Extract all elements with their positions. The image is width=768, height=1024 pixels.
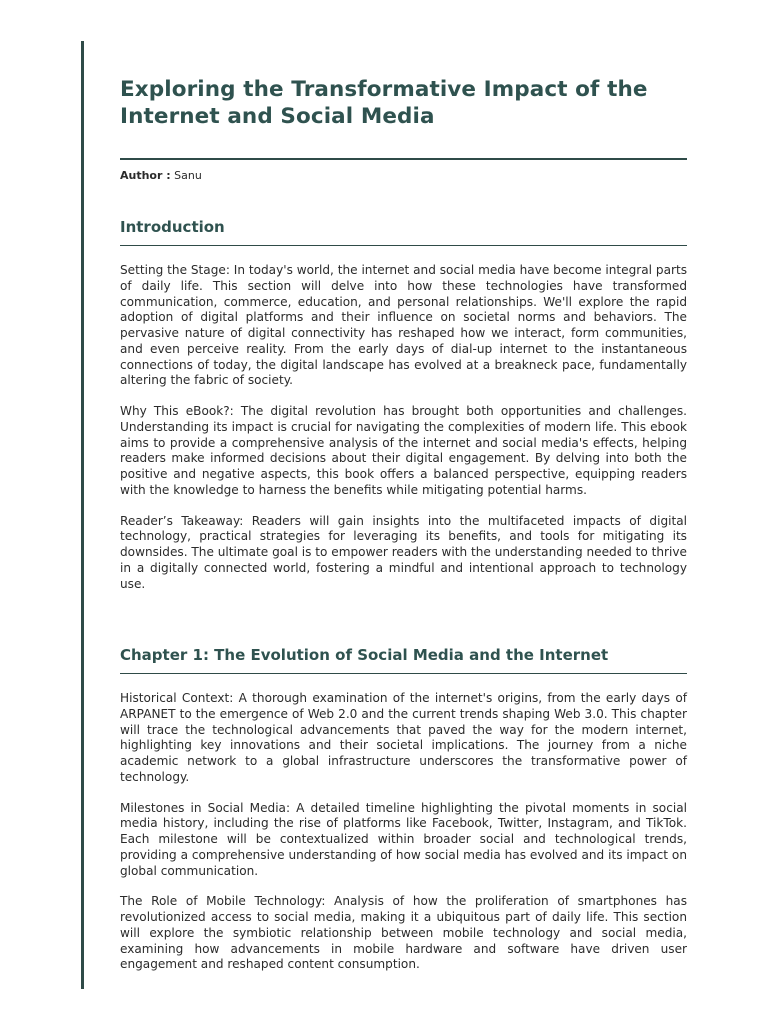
author-line [120,168,202,184]
section-heading: Chapter 1: The Evolution of Social Media and the Internet [120,646,609,664]
paragraph: Setting the Stage: In today's world, the internet and social media have become integral parts of daily life. This section will delve into how these technologies have transformed communication, commerce, education, and personal relationships. We'll explore the rapid adoption of digital platforms and their influence on societal norms and behaviors. The pervasive nature of digital connectivity has reshaped how we interact, form communities, and even perceive reality. From the early days of dial-up internet to the instantaneous connections of today, the digital landscape has evolved at a breakneck pace, fundamentally altering the fabric of society. [120,263,687,388]
section-introduction [120,217,687,592]
section-heading-divider [120,245,687,246]
section-heading: Introduction [120,218,225,236]
paragraph: Milestones in Social Media: A detailed timeline highlighting the pivotal moments in social media history, including the rise of platforms like Facebook, Twitter, Instagram, and TikTok. Each milestone will be contextualized within broader social and technological trends, providing a comprehensive understanding of how social media has evolved and its impact on global communication. [120,800,687,878]
section-heading-divider [120,673,687,674]
paragraph: The Role of Mobile Technology: Analysis of how the proliferation of smartphones has revolutionized access to social media, making it a ubiquitous part of daily life. This section will explore the symbiotic relationship between mobile technology and social media, examining how advancements in mobile hardware and software have driven user engagement and reshaped content consumption. [120,894,687,972]
paragraph: Why This eBook?: The digital revolution has brought both opportunities and challenges. Understanding its impact is crucial for navigating the complexities of modern life. This ebook aims to provide a comprehensive analysis of the internet and social media's effects, helping readers make informed decisions about their digital engagement. By delving into both the positive and negative aspects, this book offers a balanced perspective, equipping readers with the knowledge to harness the benefits while mitigating potential harms. [120,404,687,497]
title-divider [120,158,687,160]
document-title: Exploring the Transformative Impact of the Internet and Social Media [120,77,648,129]
author-name: Sanu [174,169,202,182]
paragraph: Historical Context: A thorough examination of the internet's origins, from the early days of ARPANET to the emergence of Web 2.0 and the current trends shaping Web 3.0. This chapter will trace the technological advancements that paved the way for the modern internet, highlighting key innovations and their societal implications. The journey from a niche academic network to a global infrastructure underscores the transformative power of technology. [120,691,687,784]
paragraph: Reader’s Takeaway: Readers will gain insights into the multifaceted impacts of digital technology, practical strategies for leveraging its benefits, and tools for mitigating its downsides. The ultimate goal is to empower readers with the understanding needed to thrive in a digitally connected world, fostering a mindful and intentional approach to technology use. [120,513,687,591]
left-margin-rule [81,41,84,989]
section-chapter-1 [120,645,687,973]
author-label: Author : [120,169,171,182]
